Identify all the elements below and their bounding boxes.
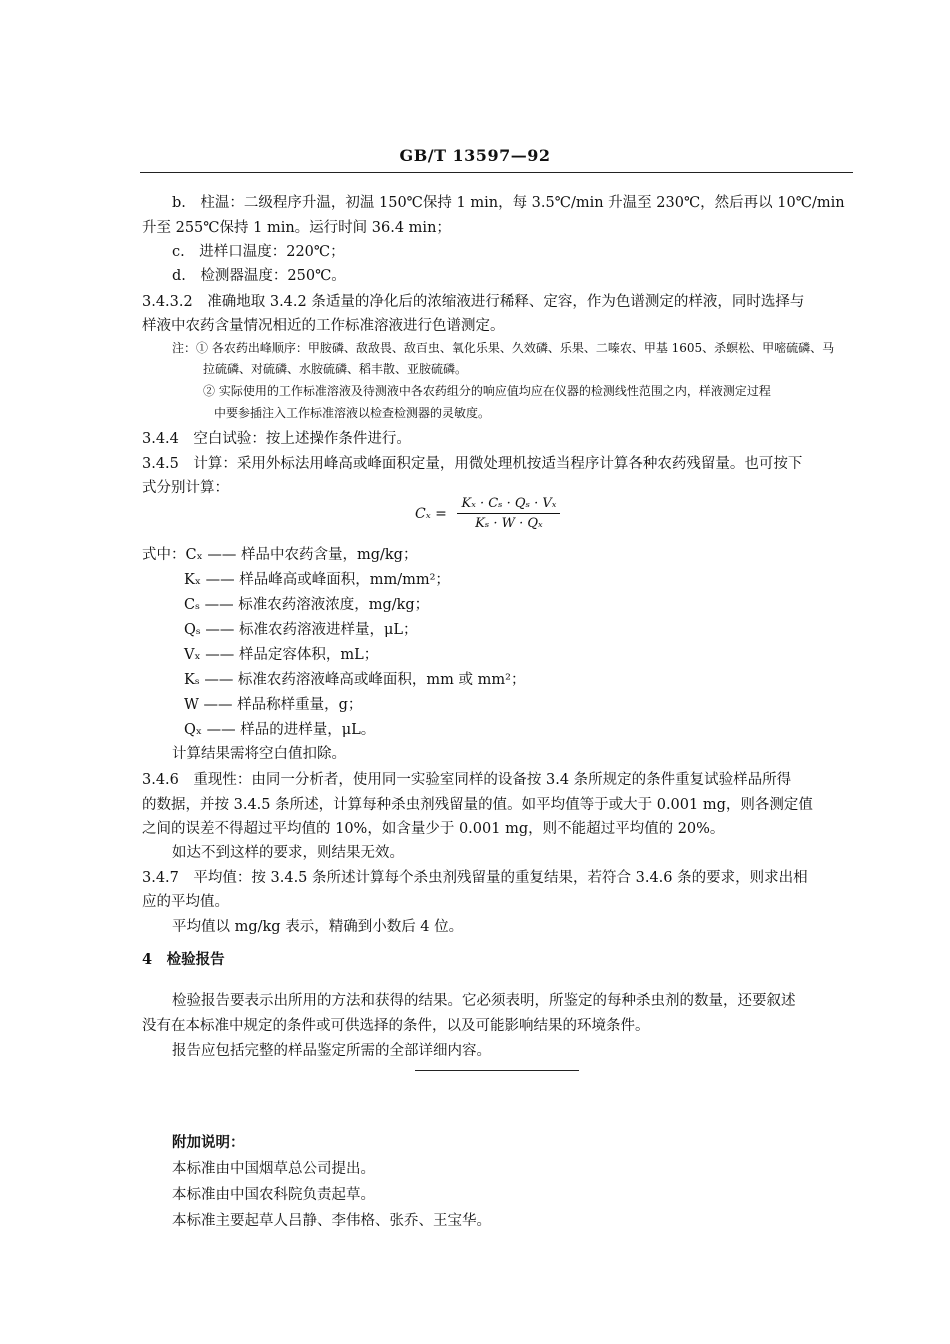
section-4-heading: 4 检验报告 [142, 951, 225, 968]
item-b-line-2: 升至 255℃保持 1 min。运行时间 36.4 min； [142, 220, 451, 236]
variable-w: W —— 样品称样重量，g； [184, 697, 363, 713]
additional-note-2: 本标准由中国农科院负责起草。 [172, 1187, 375, 1203]
item-c: c. 进样口温度：220℃； [172, 244, 345, 260]
note-2-line-2: 中要参插注入工作标准溶液以检查检测器的灵敏度。 [214, 406, 491, 420]
clause-345-line-1: 3.4.5 计算：采用外标法用峰高或峰面积定量，用微处理机按适当程序计算各种农药残留量。也可按下 [142, 456, 803, 472]
clause-346-line-2: 的数据，并按 3.4.5 条所述，计算每种杀虫剂残留量的值。如平均值等于或大于 0.001 mg，则各测定值 [142, 797, 813, 813]
clause-346-line-4: 如达不到这样的要求，则结果无效。 [172, 845, 404, 861]
page-header: GB/T 13597—92 [399, 146, 551, 165]
clause-346-line-3: 之间的误差不得超过平均值的 10%，如含量少于 0.001 mg，则不能超过平均值的 20%。 [142, 821, 725, 837]
clause-3432-line-1: 3.4.3.2 准确地取 3.4.2 条适量的净化后的浓缩液进行稀释、定容，作为色谱测定的样液，同时选择与 [142, 294, 805, 310]
item-d: d. 检测器温度：250℃。 [172, 268, 346, 284]
calculation-formula [415, 496, 560, 531]
formula-lhs: Cₓ = [415, 505, 447, 522]
clause-347-line-3: 平均值以 mg/kg 表示，精确到小数后 4 位。 [172, 919, 464, 935]
variable-cs: Cₛ —— 标准农药溶液浓度，mg/kg； [184, 597, 430, 613]
note-2-line-1: ② 实际使用的工作标准溶液及待测液中各农药组分的响应值均应在仪器的检测线性范围之内，样液测定过程 [203, 384, 771, 398]
clause-346-line-1: 3.4.6 重现性：由同一分析者，使用同一实验室同样的设备按 3.4 条所规定的条件重复试验样品所得 [142, 772, 792, 788]
variable-qx: Qₓ —— 样品的进样量，μL。 [184, 722, 376, 738]
note-1-line-2: 拉硫磷、对硫磷、水胺硫磷、稻丰散、亚胺硫磷。 [203, 362, 468, 376]
variable-cx: 式中：Cₓ —— 样品中农药含量，mg/kg； [142, 547, 418, 563]
report-line-1: 检验报告要表示出所用的方法和获得的结果。它必须表明，所鉴定的每种杀虫剂的数量，还要叙述 [172, 993, 796, 1009]
variable-vx: Vₓ —— 样品定容体积，mL； [184, 647, 379, 663]
additional-note-3: 本标准主要起草人吕静、李伟格、张乔、王宝华。 [172, 1213, 491, 1229]
additional-note-1: 本标准由中国烟草总公司提出。 [172, 1161, 375, 1177]
variable-kx: Kₓ —— 样品峰高或峰面积，mm/mm²； [184, 572, 450, 588]
report-line-2: 没有在本标准中规定的条件或可供选择的条件，以及可能影响结果的环境条件。 [142, 1018, 650, 1034]
end-rule [415, 1070, 579, 1071]
variable-ks: Kₛ —— 标准农药溶液峰高或峰面积，mm 或 mm²； [184, 672, 526, 688]
formula-fraction [457, 496, 560, 531]
clause-345-line-2: 式分别计算： [142, 480, 229, 496]
blank-deduction: 计算结果需将空白值扣除。 [172, 746, 346, 762]
clause-347-line-2: 应的平均值。 [142, 894, 229, 910]
formula-denominator: Kₛ · W · Qₓ [475, 516, 543, 531]
clause-3432-line-2: 样液中农药含量情况相近的工作标准溶液进行色谱测定。 [142, 318, 505, 334]
variable-qs: Qₛ —— 标准农药溶液进样量，μL； [184, 622, 418, 638]
clause-347-line-1: 3.4.7 平均值：按 3.4.5 条所述计算每个杀虫剂残留量的重复结果，若符合 3.4.6 条的要求，则求出相 [142, 870, 808, 886]
note-1-line-1: 注：① 各农药出峰顺序：甲胺磷、敌敌畏、敌百虫、氧化乐果、久效磷、乐果、二嗪农、甲基 1605、杀螟松、甲嘧硫磷、马 [172, 341, 835, 355]
header-rule [140, 172, 853, 173]
additional-notes-title: 附加说明： [172, 1134, 245, 1151]
report-line-3: 报告应包括完整的样品鉴定所需的全部详细内容。 [172, 1043, 491, 1059]
clause-344: 3.4.4 空白试验：按上述操作条件进行。 [142, 431, 411, 447]
item-b-line-1: b. 柱温：二级程序升温，初温 150℃保持 1 min，每 3.5℃/min 升温至 230℃，然后再以 10℃/min [172, 195, 845, 211]
formula-numerator: Kₓ · Cₛ · Qₛ · Vₓ [457, 496, 560, 514]
